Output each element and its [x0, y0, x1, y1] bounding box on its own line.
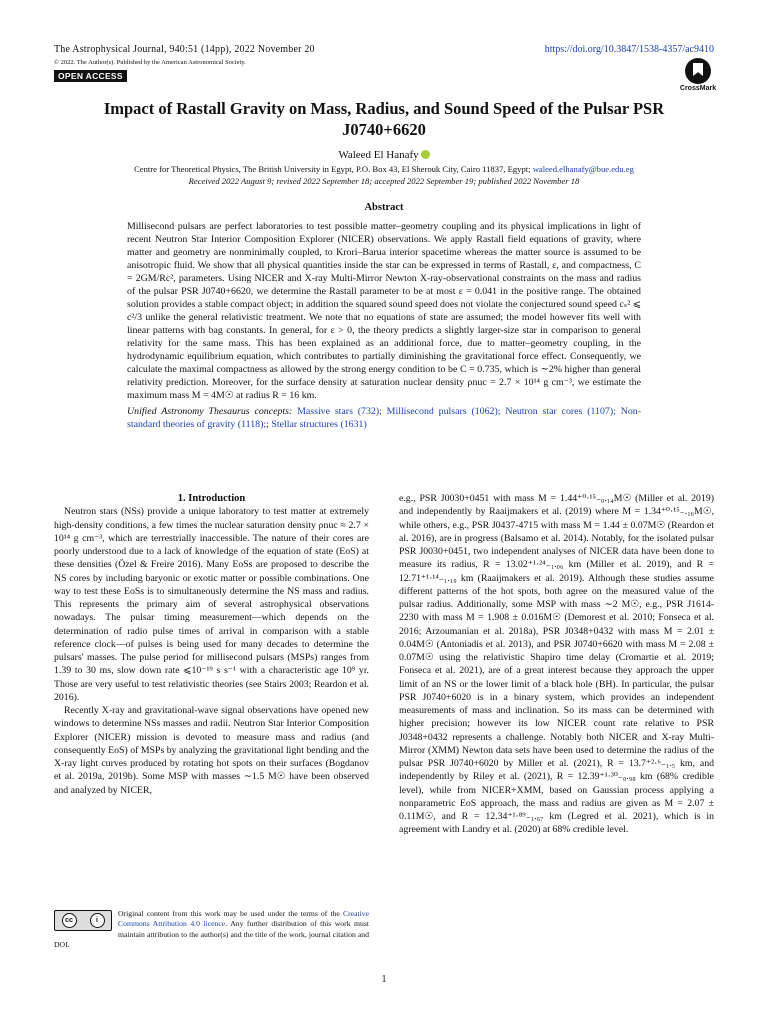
page-number: 1	[381, 974, 387, 985]
intro-paragraph-continued: e.g., PSR J0030+0451 with mass M = 1.44⁺⁰·¹⁵₋₀.₁₄M☉ (Miller et al. 2019) and independently by Raaijmakers et al. (2019) where M = 1.34⁺⁰·¹⁵₋.₁₆M☉, while others, e.g., PSR J0437-4715 with mass M = 1.44 ± 0.07M☉ (Reardon et al. 2016), are in progress (Balsamo et al. 2014). Notably, for the isolated pulsar PSR J0030+0451, two independent analyses of NICER data have been done to measure its radius, R = 13.02⁺¹·²⁴₋₁.₀₆ km (Miller et al. 2019), and R = 12.71⁺¹·¹⁴₋₁.₁₉ km (Raaijmakers et al. 2019). Although these studies assume different patterns of the hot spots, both agree on the measured value of the pulsar radius. Additionally, some MSP with mass ∼2 M☉, e.g., PSR J1614-2230 with mass M = 1.908 ± 0.016M☉ (Demorest et al. 2010; Fonseca et al. 2016; Arzoumanian et al. 2018a), PSR J0348+0432 with mass M = 2.01 ± 0.04M☉ (Antoniadis et al. 2013), and PSR J0740+6620 with mass M = 2.08 ± 0.07M☉ using the relativistic Shapiro time delay (Cromartie et al. 2019; Fonseca et al. 2021), are of a great interest because they approach the upper limit of an NS or the lower limit of a black hole (BH). In particular, the pulsar PSR J0740+6020 is in a binary system, which provides an independent measurements of mass and inclination. So its mass can be determined with higher precision; however its low NICER count rate relative to PSR J0348+0432 represents a challenge. Notably both NICER and X-ray Multi-Mirror (XMM) Newton data sets have been used to determine the radius of the pulsar PSR J0740+6020 by Miller et al. (2021), R = 13.7⁺²·⁶₋₁.₅ km, and independently by Riley et al. (2021), R = 12.39⁺¹·³⁰₋₀.₉₈ km (68% credible level), while from NICER+XMM, based on Gaussian process applying a nonparametric EoS approach, the mass and radius are given as M = 2.07 ± 0.11M☉, and R = 12.34⁺¹·⁸⁹₋₁.₆₇ km (Legred et al. 2021), which is in agreement with Landry et al. (2020) at 68% credible level.	[399, 493, 714, 836]
affiliation	[0, 164, 768, 174]
abstract	[127, 220, 641, 431]
license-link[interactable]: Creative Commons Attribution 4.0 licence	[118, 909, 370, 929]
author-name: Waleed El Hanafy	[338, 149, 419, 161]
journal-citation: The Astrophysical Journal, 940:51 (14pp), 2022 November 20	[54, 44, 315, 55]
crossmark-button[interactable]	[678, 58, 718, 102]
author-line	[0, 149, 768, 161]
intro-paragraph-1: Neutron stars (NSs) provide a unique laboratory to test matter at extremely high-density conditions, a few times the nuclear saturation density ρnuc ≈ 2.7 × 10¹⁴ g cm⁻³, which are terrestrially inaccessible. The nature of their cores are poorly understood due to a lack of knowledge of the equation of state (EoS) at these densities (Özel & Freire 2016). Many EoSs are proposed to describe the NS cores by including baryonic or exotic matter or possible combinations. One way to test these EoSs is to simultaneously determine the NS mass and radius. This represents the primary aim of several astrophysical observations nowadays. The pulsar timing measurement—which depends on the determination of radio pulse times of arrival in comparison with a stable reference clock—of pulses is being used for many decades to determine the pulsars' masses. The pulse period for millisecond pulsars (MSPs) ranges from 1.39 to 30 ms, slow down rate ⩽10⁻¹⁹ s s⁻¹ with a characteristic age 10⁹ yr. Those are very useful to test relativistic theories (see Stairs 2003; Reardon et al. 2016).	[54, 506, 369, 703]
uat-link-millisecond-pulsars[interactable]: Millisecond pulsars (1062);	[386, 406, 501, 417]
left-column	[54, 492, 369, 797]
uat-link-nonstandard-gravity[interactable]: Non-standard theories of gravity (1118);	[127, 406, 642, 430]
abstract-heading: Abstract	[364, 202, 404, 213]
crossmark-icon	[685, 58, 711, 84]
intro-paragraph-2: Recently X-ray and gravitational-wave signal observations have opened new windows to determine NSs masses and radii. Neutron Star Interior Composition Explorer (NICER) mission is devoted to measure mass and radius (and consequently EoS) of MSPs by analyzing the gravitational light bending and the X-ray light curves produced by rotating hot spots on their surfaces (Bogdanov et al. 2019a, 2019b). Some MSP with masses ∼1.5 M☉ have been observed and analyzed by NICER,	[54, 705, 369, 796]
author-email-link[interactable]: waleed.elhanafy@bue.edu.eg	[532, 164, 634, 174]
section-heading-introduction: 1. Introduction	[177, 493, 246, 504]
orcid-icon[interactable]	[421, 150, 430, 159]
license-text-before: Original content from this work may be used under the terms of the	[118, 909, 340, 918]
copyright-line: © 2022. The Author(s). Published by the American Astronomical Society.	[54, 59, 246, 66]
abstract-text: Millisecond pulsars are perfect laboratories to test possible matter–geometry coupling and its physical implications in light of recent Neutron Star Interior Composition Explorer (NICER) observations. We apply Rastall field equations of gravity, where matter and geometry are nonminimally coupled, to Krori–Barua interior spacetime whereas the matter source is assumed to be anisotropic fluid. We show that all physical quantities inside the star can be expressed in terms of Rastall, ε, and compactness, C = 2GM/Rc², parameters. Using NICER and X-ray Multi-Mirror Newton X-ray-observational constraints on the mass and radius of the pulsar PSR J0740+6620, we determine the Rastall parameter to be at most ε = 0.041 in the positive range. The obtained solution provides a stable compact object; in addition the squared sound speed does not violate the conjectured sound speed cₛ² ⩽ c²/3 unlike the general relativistic treatment. We note that no equations of state are assumed; the model however fits well with linear patterns with bag constants. In general, for ε > 0, the theory predicts a slightly larger-size star in comparison to general relativity for the same mass. This has been explained as an additional force, due to matter–geometry coupling, in the hydrodynamic equilibrium equation, which contributes to partially diminishing the gravitational force effect. Consequently, we calculate the maximal compactness as allowed by the strong energy condition to be C = 0.735, which is ∼2% higher than general relativity prediction. Moreover, for the surface density at saturation nuclear density ρnuc = 2.7 × 10¹⁴ g cm⁻³, we estimate the maximum mass M = 4M☉ at radius R = 16 km.	[127, 221, 641, 401]
doi-link[interactable]: https://doi.org/10.3847/1538-4357/ac9410	[544, 44, 714, 55]
publication-dates: Received 2022 August 9; revised 2022 September 18; accepted 2022 September 19; published 2022 November 18	[188, 176, 580, 186]
uat-link-massive-stars[interactable]: Massive stars (732);	[297, 406, 382, 417]
crossmark-label: CrossMark	[679, 85, 717, 92]
license-notice	[54, 909, 369, 950]
uat-link-neutron-star-cores[interactable]: Neutron star cores (1107);	[505, 406, 616, 417]
uat-concepts: Unified Astronomy Thesaurus concepts: Massive stars (732); Millisecond pulsars (1062); Neutron star cores (1107); Non-standard theories of gravity (1118);; Stellar structures (1631)	[127, 406, 642, 430]
paper-title: Impact of Rastall Gravity on Mass, Radius, and Sound Speed of the Pulsar PSR J0740+6620	[103, 99, 665, 139]
affiliation-text: Centre for Theoretical Physics, The British University in Egypt, P.O. Box 43, El Sherouk City, Cairo 11837, Egypt;	[134, 164, 531, 174]
uat-link-stellar-structures[interactable]: Stellar structures (1631)	[271, 419, 367, 430]
open-access-badge: OPEN ACCESS	[54, 70, 127, 82]
right-column	[399, 492, 714, 837]
license-text-after: . Any further distribution of this work must maintain attribution to the author(s) and the title of the work, journal citation and DOI.	[54, 919, 369, 949]
creative-commons-by-icon[interactable]: cc i	[54, 910, 112, 931]
uat-label: Unified Astronomy Thesaurus concepts:	[127, 406, 293, 417]
